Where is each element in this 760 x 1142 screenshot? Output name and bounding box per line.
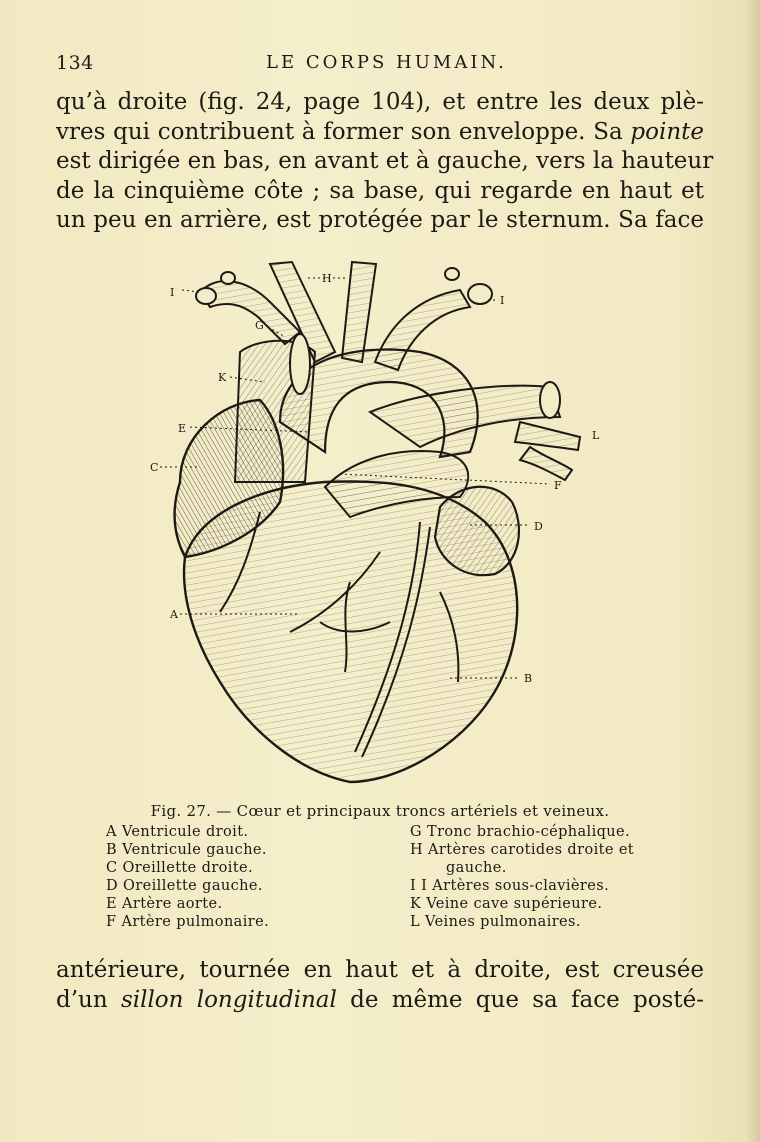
legend-item: C Oreillette droite. (106, 860, 254, 876)
legend-item: H Artères carotides droite et (410, 842, 635, 858)
page-number: 134 (56, 52, 94, 74)
figure-label-I-left: I (170, 286, 175, 299)
body-paragraph-bottom (56, 956, 704, 1015)
figure-legend-right (410, 823, 634, 931)
text-line: est dirigée en bas, en avant et à gauche, vers la hauteur (56, 148, 714, 174)
running-title: LE CORPS HUMAIN. (266, 52, 507, 73)
figure-caption: Fig. 27. — Cœur et principaux troncs artériels et veineux. (150, 802, 610, 820)
text-line: d’un sillon longitudinal de même que sa face posté- (56, 986, 704, 1013)
left-atrium (435, 487, 519, 575)
text-line: vres qui contribuent à former son enveloppe. Sa pointe (56, 118, 704, 145)
figure-label-G: G (255, 319, 264, 332)
figure-label-B: B (524, 672, 533, 685)
page-header (56, 52, 704, 80)
legend-item: K Veine cave supérieure. (410, 896, 603, 912)
figure-label-E: E (178, 422, 187, 435)
text-line: un peu en arrière, est protégée par le sternum. Sa face (56, 207, 704, 233)
italic-phrase: sillon longitudinal (120, 986, 337, 1013)
figure-label-I-right: I (500, 294, 505, 307)
page-edge-shadow (746, 0, 760, 1142)
legend-item: D Oreillette gauche. (106, 878, 263, 894)
legend-item: B Ventricule gauche. (106, 842, 267, 858)
legend-item: A Ventricule droit. (106, 824, 249, 840)
figure-label-F: F (554, 479, 562, 492)
text-line: antérieure, tournée en haut et à droite, est creusée (56, 957, 704, 983)
legend-item: E Artère aorte. (106, 896, 223, 912)
figure-label-D: D (534, 520, 543, 533)
legend-item: F Artère pulmonaire. (106, 914, 270, 930)
body-paragraph-top (56, 88, 714, 236)
legend-item: L Veines pulmonaires. (410, 914, 581, 930)
figure-label-A: A (170, 608, 178, 621)
text-line: de la cinquième côte ; sa base, qui regarde en haut et (56, 177, 704, 204)
text-line: qu’à droite (fig. 24, page 104), et entre les deux plè- (56, 89, 704, 115)
figure-label-H: H (322, 272, 332, 285)
figure-label-K: K (218, 371, 227, 384)
legend-item: G Tronc brachio-céphalique. (410, 824, 631, 840)
italic-word: pointe (630, 118, 704, 145)
figure-label-L: L (592, 429, 600, 442)
legend-item: I I Artères sous-clavières. (410, 878, 610, 894)
heart-illustration (140, 252, 600, 792)
legend-item-continuation: gauche. (446, 860, 507, 876)
figure-label-C: C (150, 461, 159, 474)
figure-legend-left (106, 823, 269, 931)
